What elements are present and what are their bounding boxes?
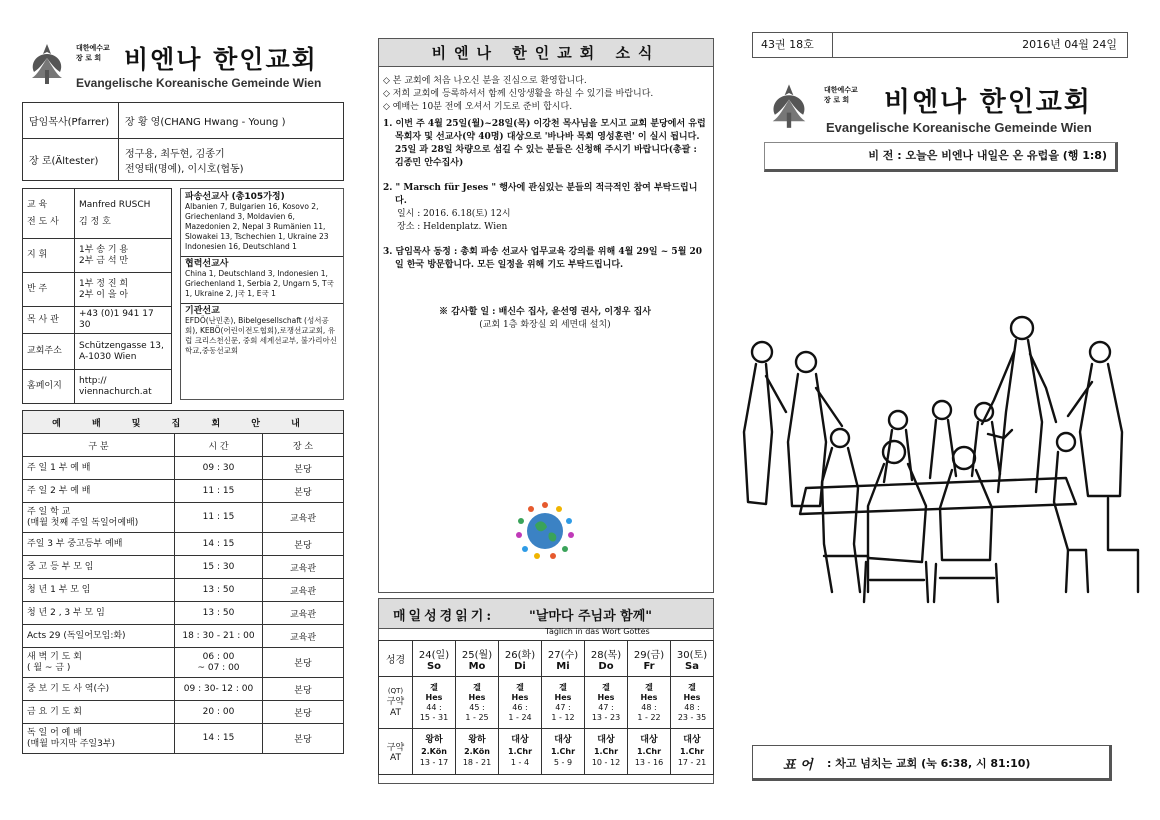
- schedule-row: [23, 556, 344, 579]
- schedule-row: [23, 480, 344, 503]
- schedule-time: 14 : 15: [175, 533, 263, 556]
- info-label-accompanist: 반 주: [23, 273, 75, 307]
- schedule-name: 청 년 2 , 3 부 모 임: [23, 602, 175, 625]
- news-thanks-2: (교회 1층 화장실 외 세면대 설치): [479, 320, 611, 330]
- info-edu-value-b: 김 정 호: [79, 216, 111, 227]
- motto-label: 표 어: [783, 758, 813, 773]
- schedule-row: [23, 625, 344, 648]
- news-item-2-date: 일시 : 2016. 6.18(토) 12시: [397, 209, 511, 219]
- schedule-time: 09 : 30: [175, 457, 263, 480]
- globe-people-icon: [513, 499, 577, 561]
- pastor-table: [22, 102, 344, 181]
- news-panel: [378, 38, 714, 593]
- info-label-homepage: 홈페이지: [23, 370, 75, 404]
- schedule-name: 금 요 기 도 회: [23, 701, 175, 724]
- motto-text: : 차고 넘치는 교회 (눅 6:38, 시 81:10): [827, 757, 1031, 770]
- schedule-row: [23, 457, 344, 480]
- info-conductor-a: 1부 송 기 용: [79, 244, 129, 255]
- info-accompanist-b: 2부 이 을 아: [79, 289, 129, 300]
- logo-name: 비엔나 한인교회: [884, 87, 1092, 118]
- logo-small-line1: 대한예수교: [824, 86, 858, 94]
- schedule-title: 예 배 및 집 회 안 내: [23, 411, 344, 434]
- news-item-2-place: 장소 : Heldenplatz. Wien: [397, 222, 508, 232]
- reading-ot-cell: 대상 1.Chr 10 - 12: [585, 729, 628, 775]
- schedule-time: 11 : 15: [175, 503, 263, 533]
- reading-ot-cell: 대상 1.Chr 17 - 21: [671, 729, 714, 775]
- reading-ot-cell: 왕하 2.Kön 18 - 21: [456, 729, 499, 775]
- info-edu-value-a: Manfred RUSCH: [79, 199, 151, 210]
- schedule-place: 본당: [263, 678, 344, 701]
- logo-small-line1: 대한예수교: [76, 44, 110, 52]
- schedule-time: 06 : 00 ~ 07 : 00: [175, 648, 263, 678]
- schedule-name: 독 일 어 예 배 (매월 마지막 주일3부): [23, 724, 175, 754]
- elder-line2: 전영태(명예), 이시호(협동): [125, 163, 244, 175]
- schedule-place: 교육관: [263, 556, 344, 579]
- elder-line1: 정구용, 최두현, 김종기: [125, 148, 225, 160]
- info-label-edu: 교 육 전 도 사: [23, 189, 75, 239]
- schedule-place: 교육관: [263, 503, 344, 533]
- partner-title: 협력선교사: [185, 259, 229, 269]
- reading-day: 26(화) Di: [499, 641, 542, 677]
- schedule-place: 본당: [263, 724, 344, 754]
- logo-subtitle: Evangelische Koreanische Gemeinde Wien: [76, 76, 322, 90]
- schedule-place: 본당: [263, 701, 344, 724]
- reading-qt-cell: 겔 Hes 47 : 1 - 12: [542, 677, 585, 729]
- schedule-row: [23, 724, 344, 754]
- info-address-a: Schützengasse 13,: [79, 340, 164, 351]
- news-item-3: 3. 담임목사 동정 : 총회 파송 선교사 업무교육 강의를 위해 4월 29일 ~ 5월 20일 한국 방문합니다. 모든 일정을 위해 기도 부탁드립니다.: [383, 247, 703, 270]
- schedule-place: 교육관: [263, 579, 344, 602]
- info-accompanist-a: 1부 정 진 희: [79, 278, 129, 289]
- news-thanks: ※ 감사할 일 : 배신수 집사, 윤선영 권사, 이정우 집사: [439, 307, 651, 317]
- schedule-name: 새 벽 기 도 회 ( 월 ~ 금 ): [23, 648, 175, 678]
- schedule-table: [22, 410, 344, 754]
- elder-label: 장 로(Ältester): [23, 139, 119, 181]
- schedule-header-time: 시 간: [175, 434, 263, 457]
- reading-day: 29(금) Fr: [628, 641, 671, 677]
- schedule-time: 11 : 15: [175, 480, 263, 503]
- partner-text: China 1, Deutschland 3, Indonesien 1, Griechenland 1, Serbia 2, Ungarn 5, T국 1, Ukraine 2, J국 1, E국 1: [185, 269, 334, 298]
- info-label-address: 교회주소: [23, 334, 75, 370]
- reading-day: 27(수) Mi: [542, 641, 585, 677]
- schedule-name: 주 일 1 부 예 배: [23, 457, 175, 480]
- schedule-row: [23, 579, 344, 602]
- reading-ot-cell: 대상 1.Chr 1 - 4: [499, 729, 542, 775]
- news-item-1: 1. 이번 주 4월 25일(월)~28일(목) 이강천 목사님을 모시고 교회 분당에서 유럽목회자 및 선교사(약 40명) 대상으로 '바나바 목회 영성훈련' 이 실시 됩니다. 25일 과 28일 차량으로 섬길 수 있는 분들은 신청해 주시기 바랍니다(총괄 : 김종민 안수집사): [383, 119, 706, 168]
- reading-panel: [378, 598, 714, 784]
- schedule-place: 교육관: [263, 602, 344, 625]
- schedule-name: 중 보 기 도 사 역(수): [23, 678, 175, 701]
- reading-qt-cell: 겔 Hes 47 : 13 - 23: [585, 677, 628, 729]
- info-address-b: A-1030 Wien: [79, 351, 137, 362]
- news-bullet-2: ◇ 저희 교회에 등록하셔서 함께 신앙생활을 하실 수 있기를 바랍니다.: [383, 89, 654, 99]
- schedule-header-type: 구 분: [23, 434, 175, 457]
- info-table: [22, 188, 172, 404]
- info-homepage-b[interactable]: viennachurch.at: [79, 386, 152, 397]
- reading-title: 매일성경읽기:: [393, 609, 495, 624]
- schedule-row: [23, 503, 344, 533]
- news-bullet-1: ◇ 본 교회에 처음 나오신 분을 진심으로 환영합니다.: [383, 76, 587, 86]
- reading-day: 24(일) So: [413, 641, 456, 677]
- issue-date: 2016년 04월 24일: [1022, 38, 1117, 51]
- reading-row-label: 성경: [379, 641, 413, 677]
- news-bullet-3: ◇ 예배는 10분 전에 오셔서 기도로 준비 합시다.: [383, 102, 573, 112]
- logo-name: 비엔나 한인교회: [124, 45, 318, 74]
- reading-qt-cell: 겔 Hes 48 : 23 - 35: [671, 677, 714, 729]
- church-emblem-icon: [24, 40, 70, 86]
- logo-small-line2: 장 로 회: [824, 96, 850, 104]
- schedule-place: 본당: [263, 480, 344, 503]
- logo-small-line2: 장 로 회: [76, 54, 102, 62]
- reading-qt-cell: 겔 Hes 46 : 1 - 24: [499, 677, 542, 729]
- reading-qt-cell: 겔 Hes 44 : 15 - 31: [413, 677, 456, 729]
- schedule-row: [23, 602, 344, 625]
- info-label-manse: 목 사 관: [23, 307, 75, 334]
- reading-quote: "날마다 주님과 함께": [529, 609, 653, 624]
- church-logo-right: [764, 78, 1124, 140]
- schedule-place: 본당: [263, 457, 344, 480]
- info-conductor-b: 2부 금 석 만: [79, 255, 129, 266]
- qt-label-3: AT: [390, 708, 401, 718]
- qt-label-2: 구약: [386, 697, 405, 707]
- info-manse-phone: +43 (0)1 941 17 30: [75, 307, 172, 334]
- reading-ot-cell: 왕하 2.Kön 13 - 17: [413, 729, 456, 775]
- motto-banner: [752, 745, 1112, 781]
- pastor-value: 장 황 영(CHANG Hwang - Young ): [119, 103, 344, 139]
- ot-label-1: 구약: [386, 743, 405, 753]
- church-logo-left: [20, 38, 350, 94]
- qt-label-1: (QT): [387, 687, 404, 695]
- reading-qt-cell: 겔 Hes 45 : 1 - 25: [456, 677, 499, 729]
- schedule-name: 중 고 등 부 모 임: [23, 556, 175, 579]
- logo-subtitle: Evangelische Koreanische Gemeinde Wien: [826, 120, 1092, 135]
- reading-day: 25(월) Mo: [456, 641, 499, 677]
- schedule-row: [23, 648, 344, 678]
- agency-title: 기관선교: [185, 306, 220, 316]
- schedule-time: 20 : 00: [175, 701, 263, 724]
- news-title: 비엔나 한인교회 소식: [379, 39, 713, 67]
- schedule-row: [23, 678, 344, 701]
- schedule-row: [23, 701, 344, 724]
- schedule-name: 청 년 1 부 모 임: [23, 579, 175, 602]
- reading-qt-cell: 겔 Hes 48 : 1 - 22: [628, 677, 671, 729]
- issue-header: [752, 32, 1128, 58]
- mission-box: [180, 188, 344, 400]
- schedule-time: 13 : 50: [175, 602, 263, 625]
- schedule-time: 15 : 30: [175, 556, 263, 579]
- schedule-time: 18 : 30 - 21 : 00: [175, 625, 263, 648]
- church-emblem-icon: [764, 80, 814, 130]
- schedule-time: 14 : 15: [175, 724, 263, 754]
- reading-ot-cell: 대상 1.Chr 5 - 9: [542, 729, 585, 775]
- ot-label-2: AT: [390, 753, 401, 763]
- issue-volume: 43권 18호: [753, 33, 833, 57]
- schedule-time: 09 : 30- 12 : 00: [175, 678, 263, 701]
- schedule-place: 교육관: [263, 625, 344, 648]
- pastor-label: 담임목사(Pfarrer): [23, 103, 119, 139]
- reading-subtitle: Täglich in das Wort Gottes: [545, 627, 650, 636]
- schedule-name: Acts 29 (독일어모임:화): [23, 625, 175, 648]
- news-item-2: 2. " Marsch für Jeses " 행사에 관심있는 분들의 적극적인 참여 부탁드립니다.: [383, 183, 698, 206]
- info-label-conductor: 지 휘: [23, 239, 75, 273]
- agency-text: EFDÖ(난민촌), Bibelgesellschaft (성서공회), KEBÖ(어린이전도협회),로쟁선교교회, 유럽 크리스천신문, 중회 세계선교부, 불가리아신학교,중동선교회: [185, 316, 337, 355]
- reading-ot-cell: 대상 1.Chr 13 - 16: [628, 729, 671, 775]
- mission-text: Albanien 7, Bulgarien 16, Kosovo 2, Griechenland 3, Moldavien 6, Mazedonien 2, Nepal 3 Rumänien 11, Slowakei 13, Tschechien 1, Ukraine 23 Indonesien 16, Deutschland 1: [185, 202, 329, 251]
- vision-banner: 비 전 : 오늘은 비엔나 내일은 온 유럽을 (행 1:8): [764, 142, 1118, 172]
- schedule-name: 주 일 학 교 (매월 첫째 주일 독일어예배): [23, 503, 175, 533]
- schedule-name: 주일 3 부 중고등부 예배: [23, 533, 175, 556]
- reading-table: [378, 640, 714, 775]
- info-homepage-a[interactable]: http://: [79, 375, 107, 386]
- last-supper-illustration: [736, 292, 1146, 604]
- schedule-time: 13 : 50: [175, 579, 263, 602]
- schedule-place: 본당: [263, 648, 344, 678]
- schedule-header-place: 장 소: [263, 434, 344, 457]
- reading-day: 28(목) Do: [585, 641, 628, 677]
- mission-title: 파송선교사 (총105가정): [185, 192, 285, 202]
- reading-day: 30(토) Sa: [671, 641, 714, 677]
- schedule-place: 본당: [263, 533, 344, 556]
- schedule-row: [23, 533, 344, 556]
- schedule-name: 주 일 2 부 예 배: [23, 480, 175, 503]
